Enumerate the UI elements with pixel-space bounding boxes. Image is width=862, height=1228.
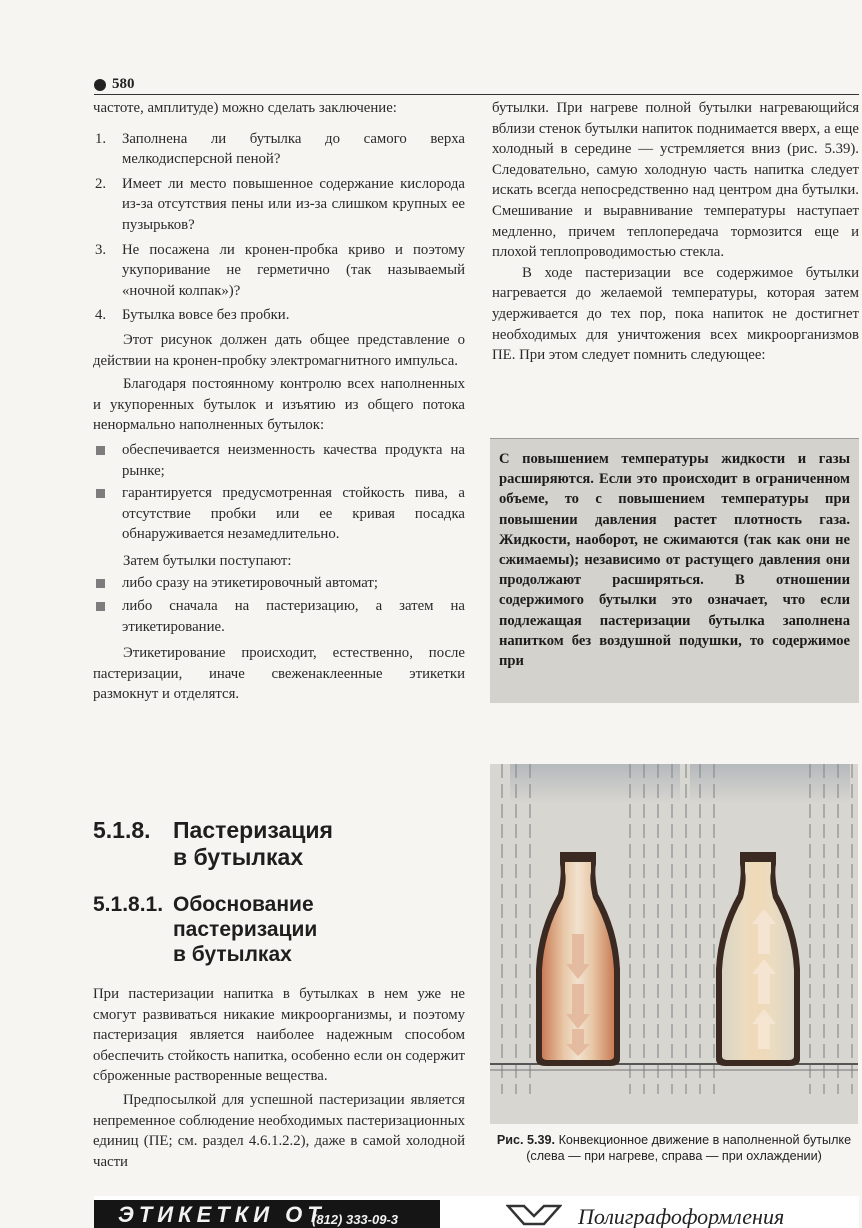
bullet-list [93,440,465,545]
figure-caption [490,1132,858,1164]
list-item: обеспечивается неизменность качества продукта на рынке; [93,440,465,481]
paragraph: В ходе пастеризации все содержимое бутылки нагревается до желаемой температуры, которая затем удерживается до тех пор, пока напиток не достигнет необходимых для уничтожения всех микроорганизмов ПЕ. При этом следует помнить следующее: [492,264,859,364]
footer-advert-phone: (812) 333-09-3 [312,1212,398,1227]
list-item: либо сразу на этикетировочный автомат; [93,573,465,594]
square-bullet-icon [96,446,105,455]
subsection-heading: 5.1.8.1. Обоснование пастеризации в бутылках [93,893,318,966]
question-list [93,129,465,326]
list-item: либо сначала на пастеризацию, а затем на этикетирование. [93,596,465,637]
list-item: 2. Имеет ли место повышенное содержание кислорода из-за отсутствия пены или из-за слишком крупных ее пузырьков? [95,175,465,233]
bullet-list [93,573,465,637]
section-heading: 5.1.8. Пастеризация в бутылках [93,817,333,870]
square-bullet-icon [96,579,105,588]
paragraph: Благодаря постоянному контролю всех наполненных и укупоренных бутылок и изъятию из общего потока ненормально наполненных бутылок: [93,376,465,434]
continued-text: частоте, амплитуде) можно сделать заключение: [93,100,397,116]
page-marker-icon [94,79,106,91]
footer-advert-right [500,1200,859,1228]
highlight-box [490,438,859,703]
square-bullet-icon [96,489,105,498]
figure-bottles [490,764,858,1124]
highlight-text: С повышением температуры жидкости и газы расширяются. Если это происходит в ограниченном объеме, то с повышением температуры при повышении давления растет плотность газа. Жидкости, наоборот, не сжимаются (так как они не сжимаемы); независимо от растущего давления они продолжают расширяться. В отношении содержимого бутылки это означает, что если подлежащая пастеризации бутылка заполнена напитком без воздушной подушки, то содержимое при [499,451,850,670]
square-bullet-icon [96,602,105,611]
company-logo-icon [506,1202,562,1228]
right-column [492,98,859,366]
caption-text: Конвекционное движение в наполненной бутылке (слева — при нагреве, справа — при охлаждении) [526,1133,852,1163]
list-item: 1. Заполнена ли бутылка до самого верха мелкодисперсной пеной? [95,130,465,168]
page-number [94,76,135,93]
paragraph: При пастеризации напитка в бутылках в нем уже не смогут развиваться никакие микроорганизмы, и поэтому пастеризация является наиболее надежным способом обеспечить стойкость напитка, особенно если он содержит сброженные растворенные вещества. [93,986,465,1085]
list-item: 4. Бутылка вовсе без пробки. [95,307,290,324]
list-item: 3. Не посажена ли кронен-пробка криво и поэтому укупоривание не герметично (так называемый «ночной колпак»)? [95,241,465,299]
left-column-bottom [93,984,465,1172]
page-number-text: 580 [112,76,135,92]
footer-advert-title: ЭТИКЕТКИ ОТ [118,1202,326,1227]
paragraph: Этот рисунок должен дать общее представление о действии на кронен-пробку электромагнитного импульса. [93,331,465,369]
convection-illustration [490,764,858,1124]
footer-company-name: Полиграфоформления [578,1204,785,1228]
paragraph: Затем бутылки поступают: [123,552,292,569]
paragraph: бутылки. При нагреве полной бутылки нагревающийся вблизи стенок бутылки напиток поднимается вверх, а еще холодный в середине — устремляется вниз (рис. 5.39). Следовательно, самую холодную часть напитка следует искать всегда непосредственно над центром дна бутылки. Смешивание и выравнивание температуры наступает медленно, причем теплопередача тормозится еще и плохой теплопроводимостью стекла. [492,100,859,261]
caption-number: Рис. 5.39. [496,1133,556,1147]
left-column-top [93,98,465,705]
header-rule [94,94,859,95]
list-item: гарантируется предусмотренная стойкость пива, а отсутствие пробки или ее кривая посадка обнаруживается незамедлительно. [93,483,465,545]
paragraph: Этикетирование происходит, естественно, после пастеризации, иначе свеженаклеенные этикетки размокнут и отделятся. [93,645,465,703]
paragraph: Предпосылкой для успешной пастеризации является непременное соблюдение необходимых пастеризационных единиц (ПЕ; см. раздел 4.6.1.2.2), даже в самой холодной части [93,1091,465,1170]
footer-advert-left [94,1200,440,1228]
